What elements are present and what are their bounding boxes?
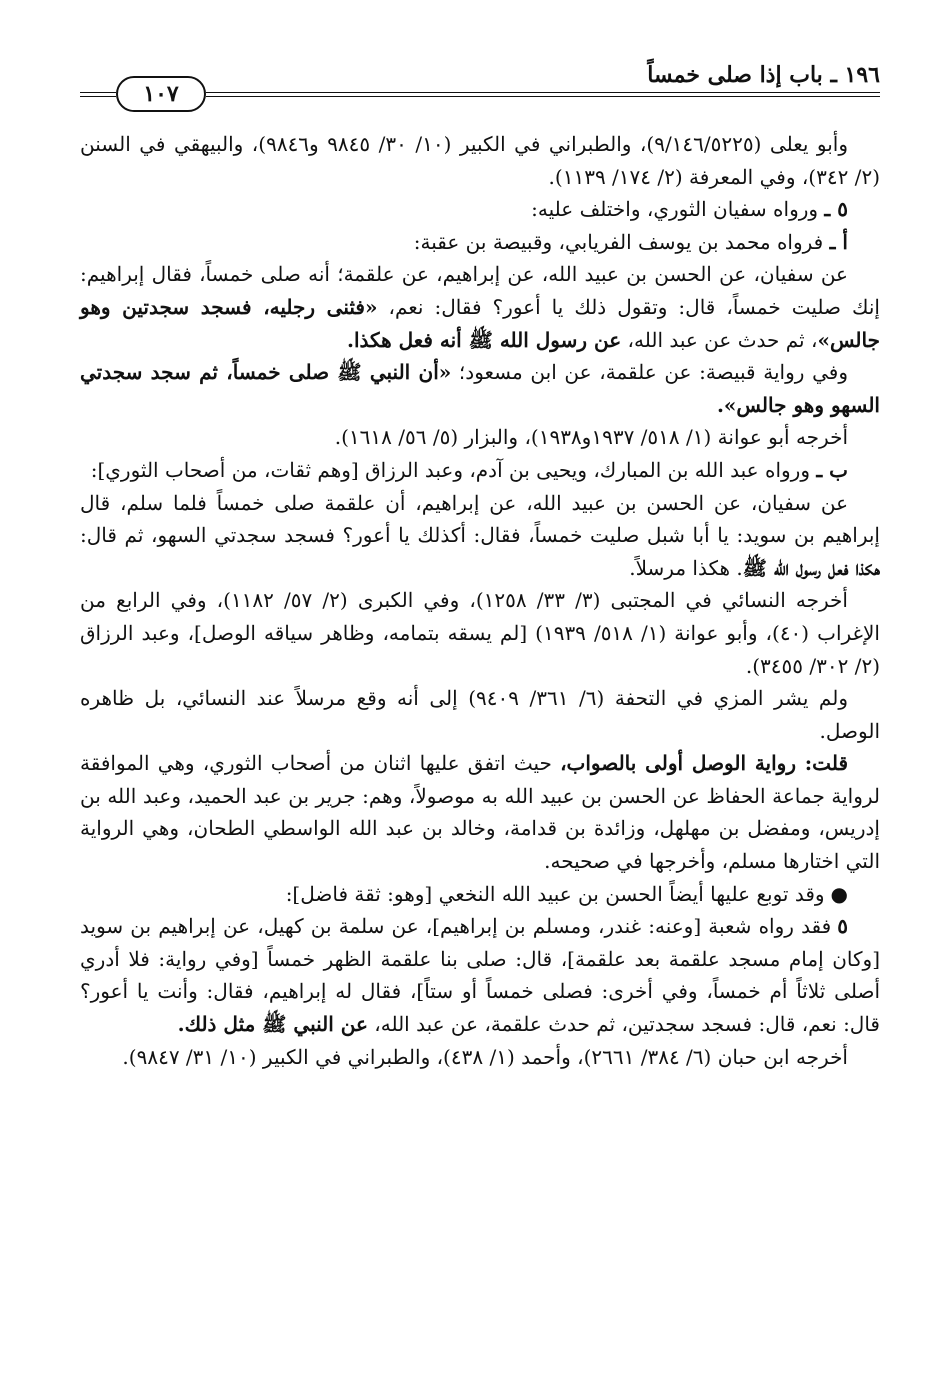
item-marker: ٥ ـ: [824, 197, 848, 222]
paragraph-text: وقد توبع عليها أيضاً الحسن بن عبيد الله النخعي [وهو: ثقة فاضل]:: [285, 881, 825, 906]
item-marker: أ ـ: [829, 229, 848, 254]
paragraph-text: ورواه عبد الله بن المبارك، ويحيى بن آدم، وعبد الرزاق [وهم ثقات، من أصحاب الثوري]:: [90, 457, 810, 482]
paragraph: [80, 747, 880, 877]
paragraph: [80, 128, 880, 193]
header-rule-mid-double: [206, 96, 296, 97]
page-number: ١٠٧: [116, 76, 206, 112]
list-item: [80, 454, 880, 487]
item-marker: ب ـ: [816, 457, 848, 482]
list-item: [80, 878, 880, 911]
paragraph: [80, 1041, 880, 1074]
paragraph-text: عن سفيان، عن الحسن بن عبيد الله، عن إبراهيم، عن علقمة؛ أنه صلى خمساً، فقال إبراهيم: إنك صليت خمساً، قال: وتقول ذلك يا أعور؟ فقال: نعم،: [80, 262, 880, 319]
paragraph-text: أخرجه ابن حبان (٦/ ٣٨٤/ ٢٦٦١)، وأحمد (١/ ٤٣٨)، والطبراني في الكبير (١٠/ ٣١/ ٩٨٤٧).: [122, 1044, 848, 1069]
paragraph-text: أخرجه أبو عوانة (١/ ٥١٨/ ١٩٣٧و١٩٣٨)، والبزار (٥/ ٥٦/ ١٦١٨).: [334, 425, 848, 450]
bold-quote: قلت: رواية الوصل أولى بالصواب،: [560, 751, 848, 776]
paragraph: [80, 258, 880, 356]
list-item: [80, 193, 880, 226]
page-body: [80, 128, 880, 1358]
paragraph-text: فرواه محمد بن يوسف الفريابي، وقبيصة بن عقبة:: [413, 229, 824, 254]
paragraph-text: حيث اتفق عليها اثنان من أصحاب الثوري، وهي الموافقة لرواية جماعة الحفاظ عن الحسن بن عبيد الله به موصولاً، وهم: جرير بن عبد الحميد، وعبد الله بن إدريس، ومفضل بن مهلهل، وزائدة بن قدامة، وخالد بن عبد الله الواسطي الطحان، وهي الرواية التي اختارها مسلم، وأخرجها في صحيحه.: [80, 751, 880, 874]
paragraph-text: وأبو يعلى (٩/١٤٦/٥٢٢٥)، والطبراني في الكبير (١٠/ ٣٠/ ٩٨٤٥ و٩٨٤٦)، والبيهقي في السنن (٢/ ٣٤٢)، وفي المعرفة (٢/ ١٧٤/ ١١٣٩).: [80, 132, 880, 189]
bullet-marker: ●: [830, 881, 848, 906]
page-header: [80, 58, 880, 110]
chapter-title: ١٩٦ ـ باب إذا صلى خمساً: [647, 62, 880, 88]
header-rule: [295, 92, 880, 93]
paragraph-text: فقد رواه شعبة [وعنه: غندر، ومسلم بن إبراهيم]، عن سلمة بن كهيل، عن إبراهيم بن سويد [وكان إمام مسجد علقمة بعد علقمة]، قال: صلى بنا علقمة الظهر خمساً [وفي رواية: فلا أدري أصلى ثلاثاً أم خمساً، وفي أخرى: فصلى خمساً أو ستاً]، فقال له إبراهيم، فقال: وأنت يا أعور؟ قال: نعم، قال: فسجد سجدتين، ثم حدث علقمة، عن عبد الله،: [80, 914, 880, 1037]
paragraph: [80, 356, 880, 421]
item-marker: ٥: [837, 914, 848, 939]
paragraph-text: ولم يشر المزي في التحفة (٦/ ٣٦١/ ٩٤٠٩) إلى أنه وقع مرسلاً عند النسائي، بل ظاهره الوصل.: [80, 686, 880, 743]
paragraph-text: ، ثم حدث عن عبد الله،: [621, 327, 818, 352]
paragraph-text: ورواه سفيان الثوري، واختلف عليه:: [531, 197, 819, 222]
paragraph-text: عن سفيان، عن الحسن بن عبيد الله، عن إبراهيم، أن علقمة صلى خمساً فلما سلم، قال إبراهيم بن سويد: يا أبا شبل صليت خمساً، فقال: أكذلك يا أعور؟ فسجد سجدتي السهو، ثم قال:: [80, 490, 880, 548]
bold-quote: عن النبي ﷺ مثل ذلك.: [177, 1012, 368, 1037]
paragraph-text: . هكذا مرسلاً.: [629, 555, 743, 580]
bold-quote: عن رسول الله ﷺ أنه فعل هكذا.: [347, 327, 622, 352]
paragraph-text: وفي رواية قبيصة: عن علقمة، عن ابن مسعود؛: [451, 360, 848, 385]
list-item: [80, 226, 880, 259]
header-rule-double: [295, 96, 880, 97]
header-rule-mid: [206, 92, 296, 93]
header-rule-left-double: [80, 96, 116, 97]
bold-quote: هكذا فعل رسول الله ﷺ: [742, 555, 880, 580]
paragraph: [80, 487, 880, 585]
paragraph-text: أخرجه النسائي في المجتبى (٣/ ٣٣/ ١٢٥٨)، وفي الكبرى (٢/ ٥٧/ ١١٨٢)، وفي الرابع من الإغراب (٤٠)، وأبو عوانة (١/ ٥١٨/ ١٩٣٩) [لم يسقه بتمامه، وظاهر سياقه الوصل]، وعبد الرزاق (٢/ ٣٠٢/ ٣٤٥٥).: [80, 588, 880, 678]
bold-quote: «فثنى رجليه، فسجد سجدتين وهو جالس»: [80, 294, 880, 352]
header-rule-left: [80, 92, 116, 93]
paragraph: [80, 584, 880, 682]
paragraph: [80, 682, 880, 747]
bold-quote: «أن النبي ﷺ صلى خمساً، ثم سجد سجدتي السهو وهو جالس».: [80, 360, 880, 417]
list-item: [80, 910, 880, 1040]
paragraph: [80, 421, 880, 454]
